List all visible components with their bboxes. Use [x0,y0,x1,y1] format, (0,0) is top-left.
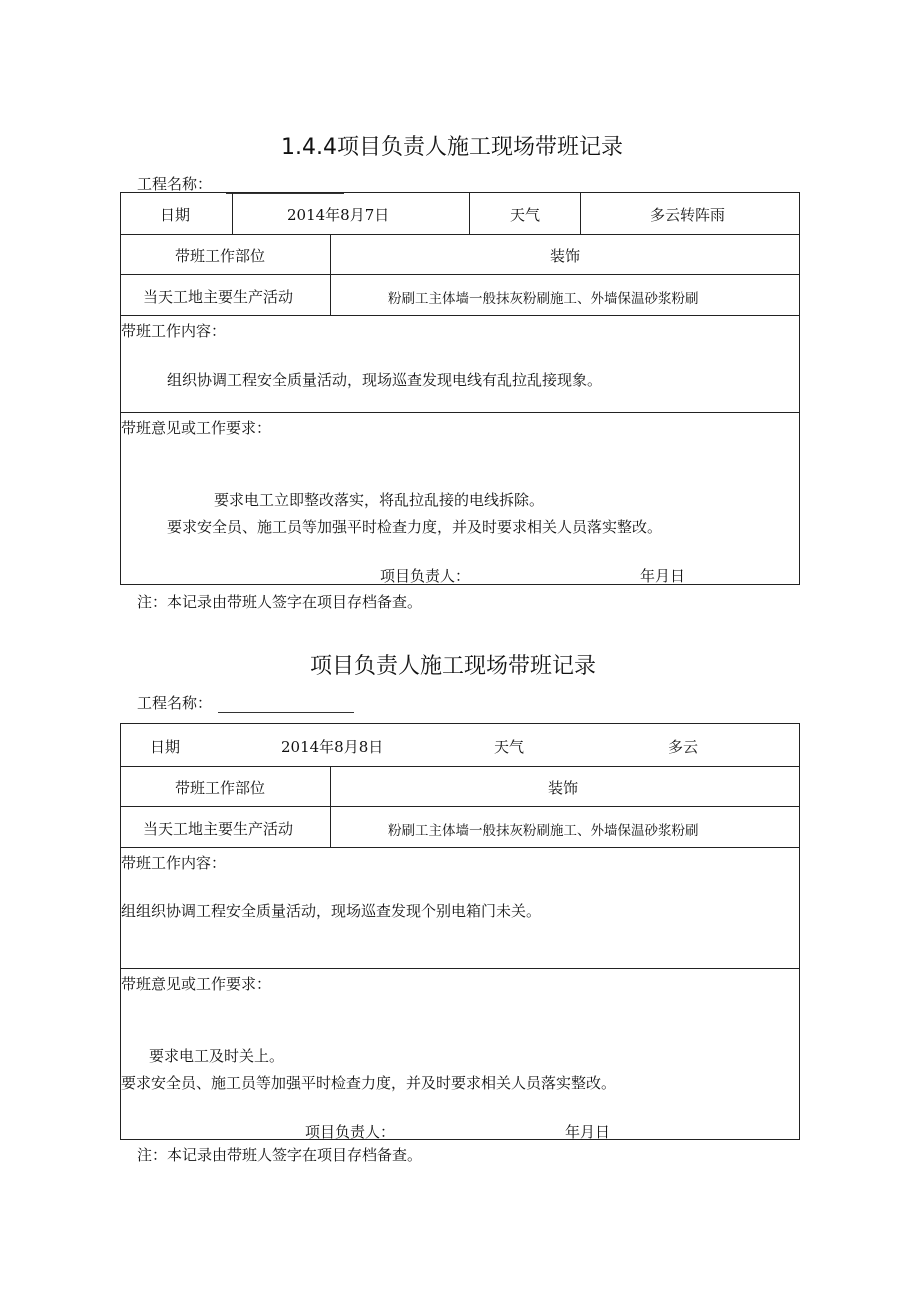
signature-label: 项目负责人： [380,567,471,585]
record-2-title: 项目负责人施工现场带班记录 [310,654,597,679]
activity-label: 当天工地主要生产活动 [143,288,294,306]
activity-label: 当天工地主要生产活动 [143,820,294,838]
signature-label: 项目负责人： [305,1123,396,1141]
content-text: 组织协调工程安全质量活动，现场巡查发现电线有乱拉乱接现象。 [167,371,603,389]
requirements-line-1: 要求电工立即整改落实，将乱拉乱接的电线拆除。 [214,491,545,509]
weather-label: 天气 [510,206,541,224]
project-name-row [137,692,354,713]
content-label: 带班工作内容： [121,854,227,872]
dept-value: 装饰 [548,779,579,797]
date-label: 日期 [160,206,191,224]
date-value: 2014年8月8日 [281,738,384,756]
requirements-line-2: 要求安全员、施工员等加强平时检查力度，并及时要求相关人员落实整改。 [121,1074,617,1092]
weather-value: 多云转阵雨 [650,206,726,224]
dept-label: 带班工作部位 [175,779,266,797]
content-text: 组组织协调工程安全质量活动，现场巡查发现个别电箱门未关。 [121,902,542,920]
weather-value: 多云 [668,738,699,756]
dept-label: 带班工作部位 [175,247,266,265]
project-name-field [218,698,354,713]
activity-value: 粉刷工主体墙一般抹灰粉刷施工、外墙保温砂浆粉刷 [388,823,699,839]
weather-label: 天气 [494,738,525,756]
requirements-line-2: 要求安全员、施工员等加强平时检查力度，并及时要求相关人员落实整改。 [167,518,663,536]
requirements-label: 带班意见或工作要求： [121,419,272,437]
activity-value: 粉刷工主体墙一般抹灰粉刷施工、外墙保温砂浆粉刷 [388,291,699,307]
project-name-label: 工程名称： [137,694,213,712]
requirements-label: 带班意见或工作要求： [121,975,272,993]
record-1-note: 注：本记录由带班人签字在项目存档备查。 [137,593,423,611]
record-1-title: 1.4.4项目负责人施工现场带班记录 [281,135,623,160]
signature-date: 年月日 [565,1123,611,1141]
record-2-note: 注：本记录由带班人签字在项目存档备查。 [137,1146,423,1164]
signature-date: 年月日 [640,567,686,585]
project-name-row [137,173,344,194]
dept-value: 装饰 [550,247,581,265]
project-name-label: 工程名称： [137,175,213,193]
date-value: 2014年8月7日 [287,206,390,224]
date-label: 日期 [150,738,181,756]
content-label: 带班工作内容： [121,322,227,340]
requirements-line-1: 要求电工及时关上。 [149,1047,285,1065]
